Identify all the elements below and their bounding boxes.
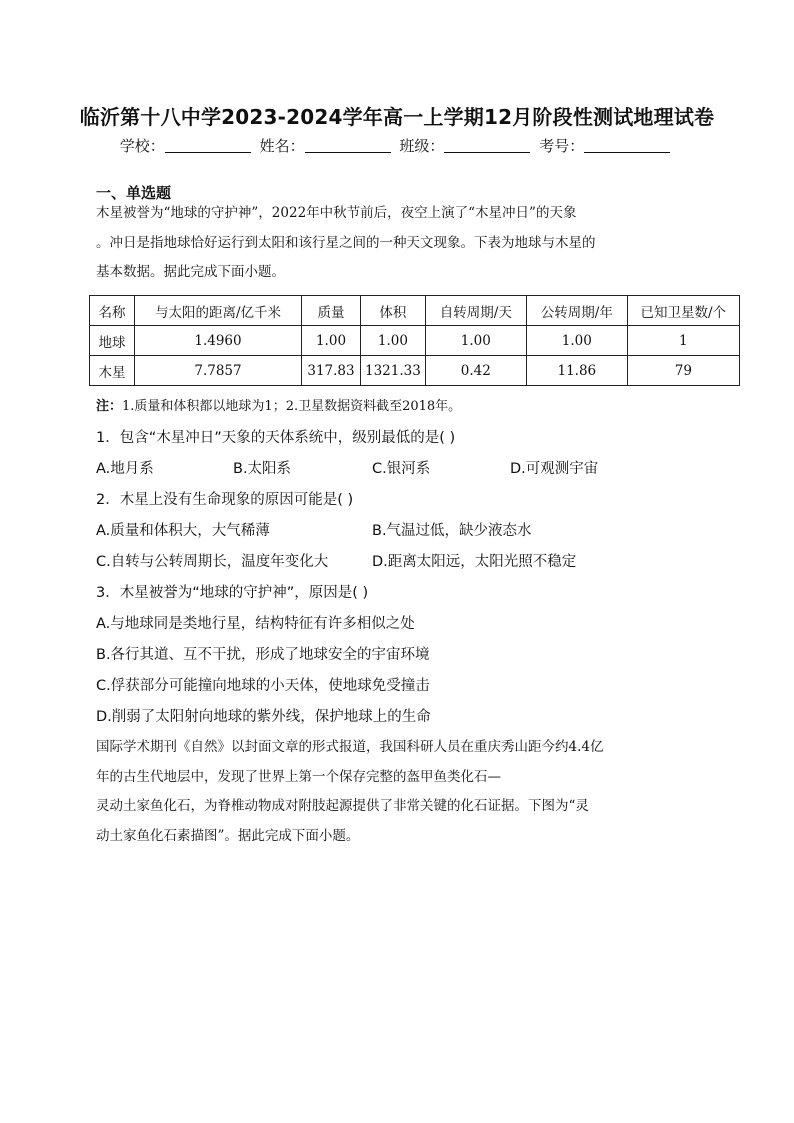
table-header-row — [90, 296, 740, 326]
passage-line: 木星被誉为“地球的守护神”，2022年中秋节前后，夜空上演了“木星冲日”的天象 — [96, 205, 577, 221]
table-cell: 0.42 — [425, 356, 526, 386]
table-header-cell: 质量 — [302, 296, 361, 326]
passage-line: 基本数据。据此完成下面小题。 — [96, 264, 285, 280]
table-cell: 1321.33 — [361, 356, 426, 386]
table-cell: 木星 — [90, 356, 135, 386]
q3-option-b[interactable]: B.各行其道、互不干扰，形成了地球安全的宇宙环境 — [96, 647, 430, 663]
q2-option-d[interactable]: D.距离太阳远，太阳光照不稳定 — [372, 554, 577, 570]
name-label: 姓名： — [259, 137, 305, 155]
school-label: 学校： — [119, 137, 165, 155]
passage-line: 。冲日是指地球恰好运行到太阳和该行星之间的一种天文现象。下表为地球与木星的 — [96, 234, 596, 251]
table-cell: 11.86 — [526, 356, 627, 386]
passage-line: 年的古生代地层中，发现了世界上第一个保存完整的盔甲鱼类化石— — [96, 768, 501, 785]
q3-option-d[interactable]: D.削弱了太阳射向地球的紫外线，保护地球上的生命 — [96, 709, 431, 725]
table-cell: 79 — [627, 356, 739, 386]
table-row — [90, 326, 740, 356]
question-2-stem: 2．木星上没有生命现象的原因可能是( ) — [96, 492, 354, 508]
table-cell: 7.7857 — [135, 356, 302, 386]
table-cell: 1 — [627, 326, 739, 356]
table-row — [90, 356, 740, 386]
q1-option-b[interactable]: B.太阳系 — [233, 461, 292, 477]
q1-option-a[interactable]: A.地月系 — [96, 461, 154, 477]
table-cell: 1.4960 — [135, 326, 302, 356]
q3-option-a[interactable]: A.与地球同是类地行星，结构特征有许多相似之处 — [96, 616, 415, 632]
passage-fossil — [96, 733, 706, 851]
table-note — [96, 395, 461, 414]
table-cell: 317.83 — [302, 356, 361, 386]
note-text: 1.质量和体积都以地球为1；2.卫星数据资料截至2018年。 — [122, 399, 462, 414]
question-1-stem: 1．包含“木星冲日”天象的天体系统中，级别最低的是( ) — [96, 430, 456, 446]
table-header-cell: 名称 — [90, 296, 135, 326]
school-blank — [165, 138, 251, 153]
q2-option-c[interactable]: C.自转与公转周期长，温度年变化大 — [96, 554, 329, 570]
table-cell: 1.00 — [425, 326, 526, 356]
table-header-cell: 已知卫星数/个 — [627, 296, 739, 326]
student-info-line — [0, 135, 794, 156]
passage-line: 动土家鱼化石素描图”。据此完成下面小题。 — [96, 827, 360, 844]
table-cell: 1.00 — [526, 326, 627, 356]
table-header-cell: 与太阳的距离/亿千米 — [135, 296, 302, 326]
id-label: 考号： — [539, 137, 585, 155]
q2-option-b[interactable]: B.气温过低，缺少液态水 — [372, 523, 532, 539]
class-blank — [444, 138, 530, 153]
table-header-cell: 公转周期/年 — [526, 296, 627, 326]
table-cell: 1.00 — [361, 326, 426, 356]
class-label: 班级： — [399, 137, 445, 155]
name-blank — [305, 138, 391, 153]
planet-data-table — [89, 295, 740, 386]
passage-line: 灵动土家鱼化石，为脊椎动物成对附肢起源提供了非常关键的化石证据。下图为“灵 — [96, 798, 589, 814]
page-title: 临沂第十八中学2023-2024学年高一上学期12月阶段性测试地理试卷 — [79, 105, 715, 129]
table-cell: 1.00 — [302, 326, 361, 356]
question-3-stem: 3．木星被誉为“地球的守护神”，原因是( ) — [96, 585, 369, 601]
q2-option-a[interactable]: A.质量和体积大，大气稀薄 — [96, 523, 270, 539]
table-header-cell: 自转周期/天 — [425, 296, 526, 326]
q3-option-c[interactable]: C.俘获部分可能撞向地球的小天体，使地球免受撞击 — [96, 678, 430, 694]
q1-option-d[interactable]: D.可观测宇宙 — [510, 461, 599, 477]
q1-option-c[interactable]: C.银河系 — [372, 461, 431, 477]
section-heading: 一、单选题 — [96, 184, 172, 202]
passage-jupiter — [96, 199, 706, 288]
passage-line: 国际学术期刊《自然》以封面文章的形式报道，我国科研人员在重庆秀山距今约4.4亿 — [96, 739, 604, 755]
id-blank — [584, 138, 670, 153]
note-label: 注： — [96, 399, 123, 414]
table-header-cell: 体积 — [361, 296, 426, 326]
table-cell: 地球 — [90, 326, 135, 356]
